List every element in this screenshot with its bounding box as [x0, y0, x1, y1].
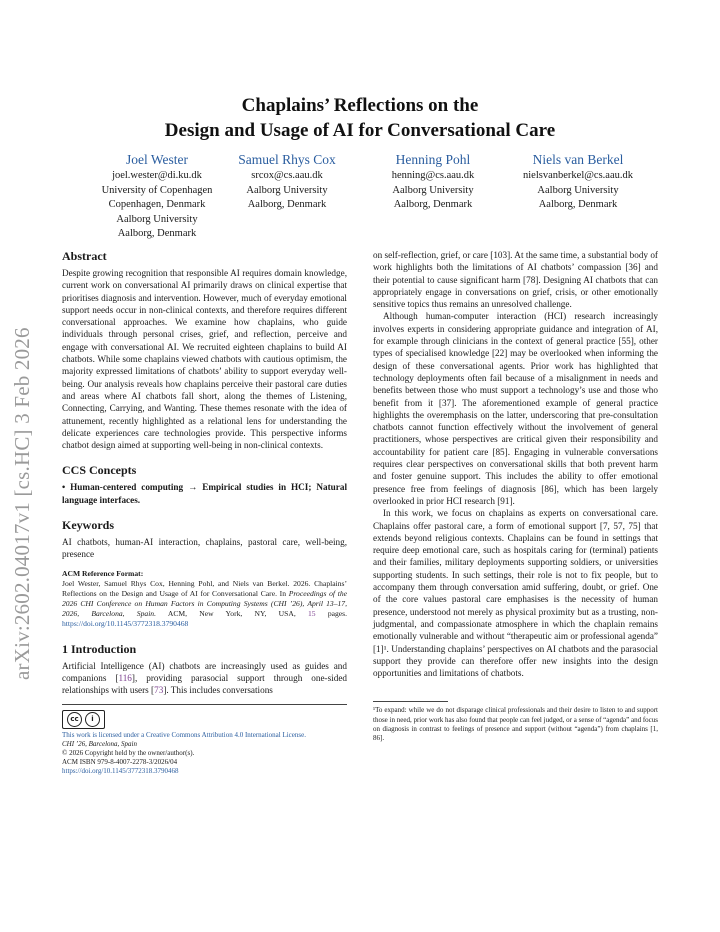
author-affiliation: Aalborg University — [392, 184, 474, 196]
author-block-3 — [368, 152, 498, 213]
acm-reference-pages-suffix: pages. — [315, 608, 348, 618]
acm-reference-venue: Proceedings of the 2026 CHI Conference on Human Factors in Computing Systems (CHI ’26), April 13–17, 2026, Barcelona, Spain. — [62, 588, 347, 618]
citation-link[interactable]: 73 — [154, 685, 164, 696]
author-name[interactable]: Joel Wester — [125, 152, 189, 167]
acm-reference-doi-link[interactable]: https://doi.org/10.1145/3772318.3790468 — [62, 618, 189, 628]
keywords-text: AI chatbots, human-AI interaction, chaplains, pastoral care, well-being, presence — [62, 537, 347, 560]
cc-license-badge[interactable] — [62, 708, 347, 729]
intro-paragraph-2: Although human-computer interaction (HCI) research increasingly involves experts in considering appropriate guidance and integration of AI, for example through clinicians in the context of general practice [55], other types of specialised knowledge [22] may be overlooked when informing the design of these conversational agents. Prior work has highlighted that technology deployments often fail because of a misalignment in needs and benefits between those who must support a technology’s use and those who benefit from it [37]. The aforementioned example of general practice highlights the overemphasis on the latter, underscoring that pre-consultation chatbots cannot function effectively without the involvement of general practitioners, whose perspectives are critical given their responsibility and accountability for patient care [85]. Engaging in vulnerable conversations requires clear perspectives on conversational skills that both prevent harm and foster genuine support. This includes the ability to offer emotional presence free from feelings of diagnosis [86], which has been largely overlooked in prior HCI research [91]. — [373, 311, 658, 506]
license-link[interactable]: This work is licensed under a Creative Commons Attribution 4.0 International License. — [62, 730, 306, 739]
by-icon: i — [85, 712, 100, 727]
acm-reference-body — [62, 579, 347, 629]
ccs-heading: CCS Concepts — [62, 463, 137, 478]
abstract-heading: Abstract — [62, 249, 107, 263]
author-email: srcox@cs.aau.dk — [251, 170, 323, 181]
cc-icon: cc — [67, 712, 82, 727]
acm-reference-authors: Joel Wester, Samuel Rhys Cox, Henning Pohl, and Niels van Berkel. 2026. Chaplains’ Reflections on the Design and Usage of AI for Conversational Care. In — [62, 578, 347, 598]
intro-paragraph-3: In this work, we focus on chaplains as experts on conversational care. Chaplains offer pastoral care, a form of emotional support [7, 57, 75] that extends beyond religious contexts. Chaplains can be found in settings that require deep emotional care, such as hospitals caring for (terminal) patients and their families, military deployments supporting soldiers, or universities supporting students. In such settings, their role is not to fix people, but to accompany them through conversation amid suffering, doubt, or grief. One of the core values pastoral care emphasises is the necessity of human presence, understood not merely as physical proximity but as a trusting, non-judgmental, and compassionate atmosphere in which the chaplain remains emotionally vulnerable and without “therapeutic aim or professional agenda” [1]¹. Understanding chaplains’ perspectives on AI chatbots and the parasocial support they provide can therefore offer new insights into the design opportunities and limitations of chatbots. — [373, 508, 658, 679]
author-location: Aalborg, Denmark — [393, 199, 473, 210]
author-name[interactable]: Henning Pohl — [395, 152, 471, 167]
author-affiliation: Aalborg University — [116, 213, 198, 225]
author-email: henning@cs.aau.dk — [391, 170, 475, 181]
intro-paragraph-1: on self-reflection, grief, or care [103]. At the same time, a substantial body of work highlights both the limitations of AI chatbots’ compassion [36] and their potential to cause significant harm [78]. Designing AI chatbots that can appropriately engage in conversations on grief, crisis, or other emotionally sensitive topics thus remains an unresolved challenge. — [373, 250, 658, 310]
acm-reference-pages[interactable]: 15 — [307, 608, 316, 618]
license-doi-link[interactable]: https://doi.org/10.1145/3772318.3790468 — [62, 767, 179, 776]
author-location: Copenhagen, Denmark — [108, 199, 206, 210]
acm-reference-heading: ACM Reference Format: — [62, 568, 144, 578]
intro-text-part: ], providing parasocial support through one-sided relationships with users [ — [62, 672, 347, 696]
license-isbn: ACM ISBN 979-8-4007-2278-3/2026/04 — [62, 758, 178, 767]
paper-title — [60, 93, 660, 143]
footnote-rule — [373, 701, 448, 702]
author-affiliation: University of Copenhagen — [101, 184, 213, 196]
intro-text-part: Artificial Intelligence (AI) chatbots are increasingly used as guides and companions [ — [62, 660, 347, 683]
author-location: Aalborg, Denmark — [247, 199, 327, 210]
author-block-1 — [82, 152, 232, 242]
acm-reference-publisher: ACM, New York, NY, USA, — [156, 608, 308, 618]
footer-rule — [62, 704, 347, 705]
title-line-1: Chaplains’ Reflections on the — [241, 95, 479, 116]
author-email: nielsvanberkel@cs.aau.dk — [523, 170, 633, 181]
author-name[interactable]: Samuel Rhys Cox — [238, 152, 336, 167]
citation-link[interactable]: 116 — [118, 672, 132, 683]
keywords-heading: Keywords — [62, 518, 114, 533]
author-block-4 — [504, 152, 652, 213]
author-location: Aalborg, Denmark — [117, 228, 197, 239]
acm-reference — [62, 569, 347, 629]
author-block-2 — [222, 152, 352, 213]
left-column — [62, 249, 347, 777]
arxiv-stamp: arXiv:2602.04017v1 [cs.HC] 3 Feb 2026 — [10, 327, 34, 680]
introduction-text — [62, 660, 347, 697]
license-venue: CHI ’26, Barcelona, Spain — [62, 739, 137, 748]
license-copyright: © 2026 Copyright held by the owner/author(s). — [62, 748, 195, 757]
ccs-text: • Human-centered computing → Empirical studies in HCI; Natural language interfaces. — [62, 482, 347, 505]
right-column — [373, 249, 658, 743]
author-affiliation: Aalborg University — [246, 184, 328, 196]
license-block — [62, 731, 347, 777]
introduction-heading: 1 Introduction — [62, 641, 137, 656]
abstract-text: Despite growing recognition that responsible AI requires domain knowledge, current work on conversational AI primarily draws on clinical expertise that prioritises diagnosis and intervention. However, much of everyday emotional support needs occur in non-clinical contexts, and therefore requires different conversational approaches. We examine how chaplains, who guide individuals through personal crises, grief, and reflection, perceive and engage with conversational AI. We recruited eighteen chaplains to build AI chatbots. While some chaplains viewed chatbots with cautious optimism, the majority expressed limitations of chatbots’ ability to support everyday well-being. Our analysis reveals how chaplains perceive their pastoral care duties and areas where AI chatbots fall short, along the themes of Listening, Connecting, Carrying, and Wanting. These themes resonate with the idea of attunement, recently highlighted as a relational lens for understanding the delicate experiences care technologies provide. This perspective informs chatbot design aimed at supporting well-being in non-clinical contexts. — [62, 268, 347, 451]
author-location: Aalborg, Denmark — [538, 199, 618, 210]
cc-logo — [62, 710, 105, 729]
footnote-text: ¹To expand: while we do not disparage clinical professionals and their desire to listen to and support those in need, prior work has also found that people can feel judged, or a sense of “agenda” and focus on diagnosis in contrast to feelings of presence and support (without “agenda”) from chaplains [1, 86]. — [373, 706, 658, 742]
author-affiliation: Aalborg University — [537, 184, 619, 196]
title-line-2: Design and Usage of AI for Conversational Care — [164, 120, 556, 141]
author-name[interactable]: Niels van Berkel — [532, 152, 624, 167]
intro-text-part: ]. This includes conversations — [163, 685, 273, 696]
author-email: joel.wester@di.ku.dk — [112, 170, 202, 181]
